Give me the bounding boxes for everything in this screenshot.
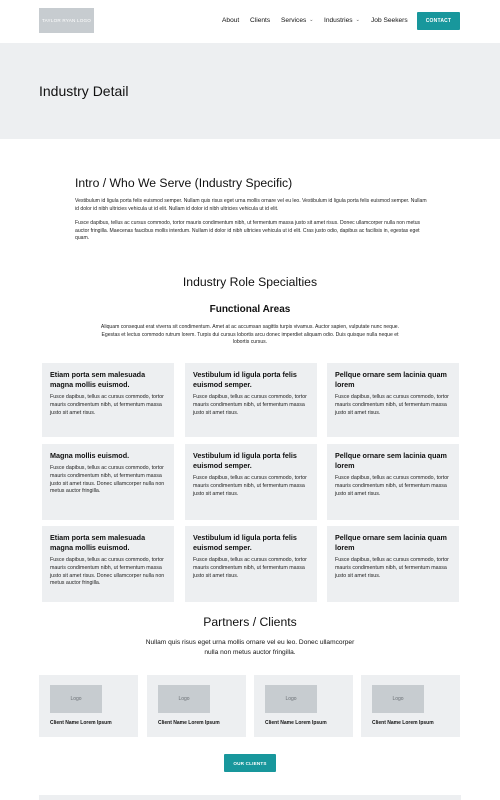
nav-label: About	[222, 17, 240, 24]
chevron-down-icon: ⌄	[355, 17, 360, 23]
intro-paragraph: Fusce dapibus, tellus ac cursus commodo, tortor mauris condimentum nibh, ut fermentum massa justo sit amet risus. Donec ullamcorper nulla non metus auctor fringilla. Maecenas faucibus mollis interdum. Nullam id dolor id nibh ultricies vehicula ut id elit. Cras justo odio, dapibus ac facilisis in, egestas eget quam.	[75, 220, 421, 242]
intro-heading: Intro / Who We Serve (Industry Specific)	[75, 176, 293, 190]
card-title: Vestibulum id ligula porta felis euismod semper.	[193, 451, 297, 470]
partners-text: Nullam quis risus eget urna mollis ornare vel eu leo. Donec ullamcorper nulla non metus auctor fringilla.	[145, 639, 355, 656]
nav-label: Clients	[250, 17, 271, 24]
hero-banner	[0, 43, 500, 139]
nav-label: Job Seekers	[371, 17, 408, 24]
card-text: Fusce dapibus, tellus ac cursus commodo, tortor mauris condimentum nibh, ut fermentum massa justo sit amet risus.	[335, 394, 449, 416]
card-text: Fusce dapibus, tellus ac cursus commodo, tortor mauris condimentum nibh, ut fermentum massa justo sit amet risus.	[335, 475, 449, 497]
nav-item-clients[interactable]	[250, 17, 270, 24]
nav-item-job-seekers[interactable]	[371, 17, 408, 24]
card-title: Etiam porta sem malesuada magna mollis euismod.	[50, 533, 146, 552]
client-logo: Logo	[158, 685, 210, 713]
specialty-card	[42, 526, 174, 602]
client-card[interactable]	[254, 675, 353, 737]
card-title: Pellque ornare sem lacinia quam lorem	[335, 370, 447, 389]
card-title: Vestibulum id ligula porta felis euismod semper.	[193, 370, 297, 389]
specialty-card	[327, 444, 459, 520]
nav-label: Services	[281, 17, 307, 24]
intro-paragraph: Vestibulum id ligula porta felis euismod semper. Nullam quis risus eget urna mollis ornare vel eu leo. Vestibulum id ligula porta felis euismod semper. Nullam id dolor id nibh ultricies vehicula ut id elit. Nullam id dolor id nibh ultricies vehicula ut id elit.	[75, 198, 427, 212]
specialty-card	[42, 363, 174, 437]
chevron-down-icon: ⌄	[309, 17, 314, 23]
card-text: Fusce dapibus, tellus ac cursus commodo, tortor mauris condimentum nibh, ut fermentum massa justo sit amet risus. Donec ullamcorper nulla non metus auctor fringilla.	[50, 557, 165, 587]
client-name: Client Name Lorem Ipsum	[50, 720, 112, 726]
our-clients-button[interactable]: OUR CLIENTS	[224, 754, 276, 772]
card-title: Etiam porta sem malesuada magna mollis euismod.	[50, 370, 146, 389]
site-header	[0, 0, 500, 43]
nav-item-services[interactable]	[281, 17, 314, 24]
nav-item-industries[interactable]	[324, 17, 360, 24]
card-title: Vestibulum id ligula porta felis euismod semper.	[193, 533, 297, 552]
specialty-card	[327, 526, 459, 602]
specialty-card	[185, 444, 317, 520]
functional-areas-text: Aliquam consequat erat viverra sit condimentum. Amet at ac accumsan sagittis turpis vivamus. Auctor sapien, vulputate nunc neque. Egestas et lectus commodo rutrum lorem. Turpis dui cursus lobortis arcu donec imperdiet aliquam odio. Duis quisque nulla neque et lobortis cursus.	[100, 324, 400, 346]
client-card[interactable]	[361, 675, 460, 737]
card-text: Fusce dapibus, tellus ac cursus commodo, tortor mauris condimentum nibh, ut fermentum massa justo sit amet risus.	[193, 475, 307, 497]
specialty-card	[42, 444, 174, 520]
functional-areas-heading: Functional Areas	[209, 304, 291, 315]
client-card[interactable]	[147, 675, 246, 737]
card-text: Fusce dapibus, tellus ac cursus commodo, tortor mauris condimentum nibh, ut fermentum massa justo sit amet risus.	[50, 394, 164, 416]
client-name: Client Name Lorem Ipsum	[158, 720, 220, 726]
client-name: Client Name Lorem Ipsum	[265, 720, 327, 726]
partners-heading: Partners / Clients	[203, 615, 297, 629]
client-logo: Logo	[265, 685, 317, 713]
client-logo: Logo	[50, 685, 102, 713]
specialty-card	[185, 363, 317, 437]
client-logo: Logo	[372, 685, 424, 713]
card-title: Pellque ornare sem lacinia quam lorem	[335, 451, 447, 470]
footer-edge	[39, 795, 461, 800]
card-text: Fusce dapibus, tellus ac cursus commodo, tortor mauris condimentum nibh, ut fermentum massa justo sit amet risus.	[193, 394, 307, 416]
contact-button[interactable]: CONTACT	[417, 12, 460, 30]
specialty-card	[185, 526, 317, 602]
site-logo[interactable]: TAYLOR RYAN LOGO	[39, 8, 94, 33]
client-card[interactable]	[39, 675, 138, 737]
card-title: Pellque ornare sem lacinia quam lorem	[335, 533, 447, 552]
page-title: Industry Detail	[39, 83, 129, 99]
nav-label: Industries	[324, 17, 353, 24]
nav-item-about[interactable]	[222, 17, 239, 24]
card-text: Fusce dapibus, tellus ac cursus commodo, tortor mauris condimentum nibh, ut fermentum massa justo sit amet risus.	[193, 557, 307, 579]
specialties-heading: Industry Role Specialties	[182, 275, 318, 289]
specialty-card	[327, 363, 459, 437]
card-title: Magna mollis euismod.	[50, 451, 130, 460]
card-text: Fusce dapibus, tellus ac cursus commodo, tortor mauris condimentum nibh, ut fermentum massa justo sit amet risus.	[335, 557, 449, 579]
card-text: Fusce dapibus, tellus ac cursus commodo, tortor mauris condimentum nibh, ut fermentum massa justo sit amet risus. Donec ullamcorper nulla non metus auctor fringilla.	[50, 465, 165, 495]
client-name: Client Name Lorem Ipsum	[372, 720, 434, 726]
